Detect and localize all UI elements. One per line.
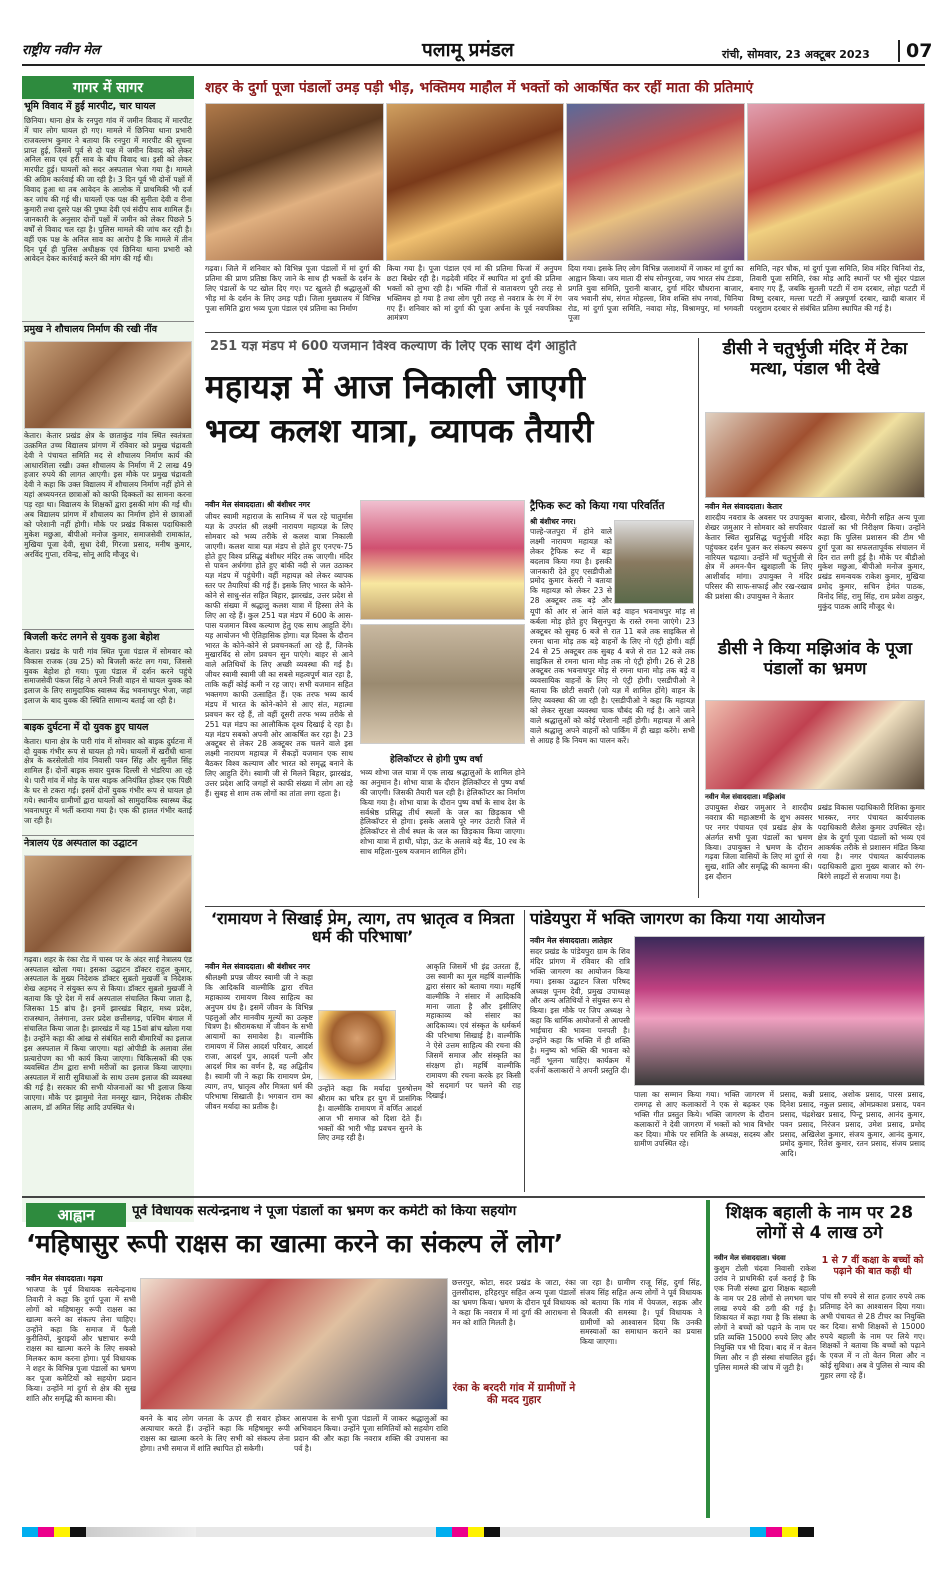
top-story-col1: गढ़वा। जिले में शनिवार को विभिन्न पूजा पंडालों में मां दुर्गा की प्रतिमा की प्राण प्रतिष्ठा किए जाने के साथ ही भक्तों के दर्शन के लिए पंडालों के पट खोल दिए गए। पट खुलते ही श्रद्धालुओं की भीड़ मां के दर्शन के लिए उमड़ पड़ी। जिला मुख्यालय में विभिन्न पूजा समिति द्वारा भव्य पूजा पंडाल एवं प्रतिमा का निर्माण xyxy=(205,264,381,313)
divider-1 xyxy=(205,332,925,333)
top-story-col4: समिति, नहर चौक, मां दुर्गा पूजा समिति, शिव मंदिर चिनियां रोड, तिवारी पूजा समिति, रंका मोड़ आदि स्थानों पर भी सुंदर पंडाल बनाए गए हैं, जबकि सुतली पटटी में राम दरबार, लोहा पटटी में विष्णु दरबार, मल्ला पटटी में अन्नपूर्णा दरबार, खादी बाजार में परशुराम दरबार से संबंधित प्रतिमा स्थापित की गई है। xyxy=(749,264,925,313)
teacher-col1: कुशुम टोली चंदवा निवासी राकेश उरांव ने प्राथमिकी दर्ज कराई है कि एक निजी संस्था द्वारा शिक्षक बहाली के नाम पर 28 लोगों से लगभग चार लाख रुपये की ठगी की गई है। शिकायत में कहा गया है कि संस्था के लोगों ने बच्चों को पढ़ाने के नाम पर प्रति व्यक्ति 15000 रुपये लिए और नियुक्ति पत्र भी दिया। बाद में न वेतन मिला और न ही संस्था संचालित हुई। पुलिस मामले की जांच में जुटी है। xyxy=(714,1264,816,1372)
ramayan-col2: उन्होंने कहा कि मर्यादा पुरुषोत्तम श्रीराम का चरित्र हर युग में प्रासंगिक है। वाल्मीकि रामायण में वर्णित आदर्श आज भी समाज को दिशा देते हैं। भक्तों की भारी भीड़ प्रवचन सुनने के लिए उमड़ रही है। xyxy=(318,1084,422,1143)
sidebar-head-4: बाइक दुर्घटना में दो युवक हुए घायल xyxy=(22,719,194,737)
sidebar-body-2: केतार। केतार प्रखंड क्षेत्र के छाताकुंड गांव स्थित स्वतंत्रता उत्क्रमित उच्च विद्यालय प्रांगण में रविवार को प्रमुख चंद्रावती देवी ने पंचायत समिति मद से शौचालय निर्माण कार्य की आधारशिला रखी। उक्त शौचालय के निर्माण में 2 लाख 49 हजार रुपये की लागत आएगी। इस मौके पर प्रमुख चंद्रावती देवी ने कहा कि उक्त विद्यालय में शौचालय निर्माण नहीं होने से यहां अध्ययनरत छात्राओं को काफी दिक्कतों का सामना करना पड़ रहा था। विद्यालय के शिक्षकों द्वारा इसकी मांग की गई थी। अब विद्यालय प्रांगण में शौचालय का निर्माण होने से छात्राओं को परेशानी नहीं होगी। मौके पर प्रखंड विकास पदाधिकारी मुकेश मछुआ, बीपीओ मनोज कुमार, समाजसेवी रामाकांत, मुखिया पूजा देवी, सुधा देवी, गिरजा प्रसाद, मनीष कुमार, अरविंद गुप्ता, रविन्द्र, सोनू आदि मौजूद थे। xyxy=(24,430,192,559)
main-byline: नवीन मेल संवाददाता। श्री बंशीधर नगर xyxy=(205,500,310,509)
dc1-headline: डीसी ने चतुर्भुजी मंदिर में टेका मत्था, पंडाल भी देखे xyxy=(722,339,908,379)
ramayan-headline: ‘रामायण ने सिखाई प्रेम, त्याग, तप भ्रातृत्व व मित्रता धर्म की परिभाषा’ xyxy=(210,909,515,947)
pandeypura-col2: पाला का सम्मान किया गया। भक्ति जागरण में रामगढ़ से आए कलाकारों ने एक से बढ़कर एक भक्ति गीत प्रस्तुत किये। भक्ति जागरण के दौरान कलाकारों ने देवी जागरण में भक्तों को भाव विभोर कर दिया। मौके पर समिति के अध्यक्ष, सदस्य और ग्रामीण उपस्थित रहे। xyxy=(634,1090,774,1149)
swatch-cyan xyxy=(22,1527,38,1537)
swatch-grey xyxy=(86,1527,196,1537)
sidebar-head-3: बिजली करंट लगने से युवक हुआ बेहोश xyxy=(22,629,194,647)
ahwan-col2: बनने के बाद लोग जनता के ऊपर ही सवार होकर अत्याचार करते हैं। उन्होंने कहा कि महिषासुर रूपी राक्षस का खात्मा करने के लिए सभी को संकल्प लेना होगा। तभी समाज में शांति स्थापित हो सकेगी। xyxy=(140,1414,290,1453)
traffic-body: पाल्हे-जतपुरा में होने वाले लक्ष्मी नारायण महायज्ञ को लेकर ट्रैफिक रूट में बड़ा बदलाव किया गया है। इसकी जानकारी देते हुए एसडीपीओ प्रमोद कुमार केसरी ने बताया कि महायज्ञ को लेकर 23 से 28 अक्टूबर तक बड़े और xyxy=(530,527,612,606)
traffic-head: ट्रैफिक रूट को किया गया परिवर्तित xyxy=(530,500,665,512)
top-story-col3: दिया गया। इसके लिए लोग विभिन्न जलाशयों में जाकर मां दुर्गा का आह्वान किया। जय माता दी संघ सोनपुरवा, जय भारत संघ टंडवा, प्रगति युवा समिति, पुरानी बाजार, दुर्गा मंदिर चौधराना बाजार, जय भवानी संघ, संगत मोहल्ला, शिव शक्ति संघ नगवां, चिनिया रोड, मां दुर्गा पूजा समिति, नवादा मोड़, विश्रामपुर, मां भगवती पूजा xyxy=(568,264,744,323)
pandal-photo-1 xyxy=(205,103,384,261)
traffic-body-2: यूपी की ओर से आने वाले बड़े वाहन भवनाथपुर मोड़ से कर्बला मोड़ होते हुए बिसुनपुरा के रास्ते रमना जाएंगे। 23 अक्टूबर को सुबह 6 बजे से रात 11 बजे तक साइकिल से रमना थाना मोड़ तक बड़े वाहनों के लिए नो एंट्री होगी। वहीं 24 से 25 अक्टूबर तक सुबह 4 बजे से रात 12 बजे तक साइकिल से रमना थाना मोड़ तक नो एंट्री होगी। 26 से 28 अक्टूबर तक भवनाथपुर मोड़ से रमना थाना मोड़ तक बड़े व व्यवसायिक वाहनों के लिए नो एंट्री होगी। एसडीपीओ ने बताया कि छोटी सवारी (जो यज्ञ में शामिल होंगे) वाहन के लिए व्यवस्था की जा रही है। एसडीपीओ ने कहा कि महायज्ञ को लेकर सुरक्षा व्यवस्था चाक चौबंद की गई है। आने जाने वाले श्रद्धालुओं को कोई परेशानी नहीं होगी। महायज्ञ में आने वाले श्रद्धालु अपने वाहनों को पार्किंग में ही खड़ा करेंगे। सभी से आग्रह है कि नियम का पालन करें। xyxy=(530,608,695,745)
ahwan-kicker: पूर्व विधायक सत्येन्द्रनाथ ने पूजा पंडालों का भ्रमण कर कमेटी को किया सहयोग xyxy=(132,1204,517,1219)
swatch-magenta-3 xyxy=(766,1527,782,1537)
swatch-yellow-3 xyxy=(782,1527,798,1537)
sidebar xyxy=(22,76,194,1222)
sidebar-body-3: केतार। प्रखंड के पारी गांव स्थित पूजा पंडाल में सोमवार को विकास राजक (उम्र 25) को बिजली करंट लग गया, जिससे युवक बेहोश हो गया। पूजा पंडाल में दर्शन करने पहुंचे समाजसेवी पंकज सिंह ने अपने निजी वाहन से घायल युवक को इलाज के लिए सामुदायिक स्वास्थ्य केंद्र भवनाथपुर भेजा, जहां इलाज के बाद युवक की स्थिति सामान्य बताई जा रही है। xyxy=(24,646,192,706)
swatch-magenta xyxy=(38,1527,54,1537)
ahwan-col3: आसपास के सभी पूजा पंडालों में जाकर श्रद्धालुओं का अभिवादन किया। उन्होंने पूजा समितियों को सहयोग राशि प्रदान की और कहा कि नवरात्र शक्ति की उपासना का पर्व है। xyxy=(294,1414,448,1453)
ahwan-col5: जा रहा है। ग्रामीण राजू सिंह, दुर्गा सिंह, संजय सिंह सहित अन्य लोगों ने पूर्व विधायक को बताया कि गांव में पेयजल, सड़क और बिजली की समस्या है। पूर्व विधायक ने ग्रामीणों को आश्वासन दिया कि उनकी समस्याओं का समाधान कराने का प्रयास किया जाएगा। xyxy=(580,1278,702,1347)
pandeypura-byline: नवीन मेल संवाददाता। लातेहार xyxy=(530,936,613,945)
registration-bar xyxy=(22,1526,925,1538)
ahwan-col4: छत्तरपुर, कोटा, सदर प्रखंड के जाटा, रंका तुलसीदास, हरिहरपुर सहित अन्य पूजा पंडालों का भ्रमण किया। भ्रमण के दौरान पूर्व विधायक ने कहा कि नवरात्र में मां दुर्गा की आराधना से मन को शांति मिलती है। xyxy=(452,1278,576,1327)
dc2-col1: उपायुक्त शेखर जमुआर ने शारदीय नवरात्र की महाअष्टमी के शुभ अवसर पर नगर पंचायत एवं प्रखंड क्षेत्र के अंतर्गत सभी पूजा पंडालों का भ्रमण किया। उपायुक्त ने भ्रमण के दौरान गढ़वा जिला वासियों के लिए मां दुर्गा से सुख, शांति और समृद्धि की कामना की। इस दौरान xyxy=(705,803,813,882)
top-story-photos xyxy=(205,103,925,261)
swatch-magenta-2 xyxy=(452,1527,468,1537)
ahwan-headline: ‘महिषासुर रूपी राक्षस का खात्मा करने का संकल्प लें लोग’ xyxy=(26,1230,564,1258)
sidebar-head-2: प्रमुख ने शौचालय निर्माण की रखी नींव xyxy=(22,321,194,339)
swatch-black-2 xyxy=(484,1527,500,1537)
pandal-photo-2 xyxy=(386,103,565,261)
yagya-aerial-photo xyxy=(360,624,525,744)
sidebar-photo-5 xyxy=(24,855,192,953)
pandal-photo-3 xyxy=(566,103,745,261)
swatch-grey-2 xyxy=(196,1527,436,1537)
sidebar-body-5: गढ़वा। शहर के रंका रोड में चास्व पर के अंदर साईं नेत्रालय एंड अस्पताल खोला गया। इसका उद्घाटन डॉक्टर राहुल कुमार, अस्पताल के मुख्य निदेशक डॉक्टर सुब्रतो मुखर्जी व निदेशक शेख अहमद ने संयुक्त रूप से किया। डॉक्टर सुब्रतो मुखर्जी ने बताया कि पूरे देश में सर्व अस्पताल संचालित किया जाता है, जिसका 15 ब्रांच है। इनमें झारखंड बिहार, मध्य प्रदेश, राजस्थान, तेलंगाना, उत्तर प्रदेश छत्तीसगढ़, पश्चिम बंगाल में संचालित किया जाता है। झारखंड में यह 15वां ब्रांच खोला गया है। उन्होंने कहा की आंख से संबंधित सारी बीमारियों का इलाज इस अस्पताल में किया जाएगा। यहां ओपीडी के अलावा लेंस प्रत्यारोपण का भी कार्य किया जाएगा। चिकित्सकों की एक व्यवस्थित टीम द्वारा सभी मरीजों का इलाज किया जाएगा। अस्पताल में सारी सुविधाओं के साथ उत्तम इलाज की व्यवस्था की गई है। सरकार की सभी योजनाओं का भी इलाज किया जाएगा। मौके पर झामुमो नेता मनसूर खान, निदेशक तौकीर आलम, डॉ अमित सिंह आदि उपस्थित थे। xyxy=(24,954,192,1112)
dc2-photo xyxy=(705,700,925,790)
teacher-byline: नवीन मेल संवाददाता। चंदवा xyxy=(714,1254,786,1262)
jagran-photo xyxy=(634,936,925,1086)
ramayan-col1: श्रीलक्ष्मी प्रपन्न जीयर स्वामी जी ने कहा कि आदिकवि वाल्मीकि द्वारा रचित महाकाव्य रामायण विश्व साहित्य का अनुपम ग्रंथ है। इसमें जीवन के विभिन्न पहलुओं और मानवीय मूल्यों का उत्कृष्ट चित्रण है। श्रीरामकथा में जीवन के सभी आयामों का समावेश है। वाल्मीकि रामायण में जिस आदर्श परिवार, आदर्श राजा, आदर्श पुत्र, आदर्श पत्नी और आदर्श मित्र का वर्णन है, वह अद्वितीय है। स्वामी जी ने कहा कि रामायण प्रेम, त्याग, तप, भ्रातृत्व और मित्रता धर्म की परिभाषा सिखाती है। भगवान राम का जीवन मर्यादा का प्रतीक है। xyxy=(205,973,313,1111)
swatch-yellow-2 xyxy=(468,1527,484,1537)
main-headline-2: भव्य कलश यात्रा, व्यापक तैयारी xyxy=(205,412,594,450)
sdpo-photo xyxy=(614,520,694,604)
main-col2: भव्य शोभा जल यात्रा में एक लाख श्रद्धालुओं के शामिल होने का अनुमान है। शोभा यात्रा के दौरान हेलिकॉप्टर से पुष्प वर्षा की जाएगी। जिसकी तैयारी चल रही है। हेलिकॉप्टर का निर्माण किया गया है। शोभा यात्रा के दौरान पुष्प वर्षा के साथ देश के सर्वश्रेष्ठ प्रसिद्ध तीर्थ स्थलों के जल का छिड़काव भी हेलिकॉप्टर से होगा। इसके अलावे पूरे नगर उंटारी जिले में हेलिकॉप्टर से तीर्थ स्थल के जल का छिड़काव किया जाएगा। शोभा यात्रा में हाथी, घोड़ा, ऊंट के अलावे बड़े बैंड, 10 रथ के साथ महिला-पुरुष यजमान शामिल होंगे। xyxy=(360,768,525,857)
teacher-col2: पांच सौ रुपये से सात हजार रुपये तक प्रतिमाह देने का आश्वासन दिया गया। अभी पंचायत से 28 टीचर का नियुक्ति कर दिया। सभी शिक्षकों से 15000 रुपये बहाली के नाम पर लिये गए। शिक्षकों ने बताया कि बच्चों को पढ़ाने के एवज में न तो वेतन मिला और न कोई सुविधा। अब वे पुलिस से न्याय की गुहार लगा रहे हैं। xyxy=(820,1292,925,1381)
section-title: पलामू प्रमंडल xyxy=(422,39,514,61)
teacher-headline: शिक्षक बहाली के नाम पर 28 लोगों से 4 लाख ठगे xyxy=(725,1203,914,1243)
divider-2 xyxy=(205,906,925,907)
ahwan-photo xyxy=(140,1278,448,1410)
top-story-headline: शहर के दुर्गा पूजा पंडालों उमड़ पड़ी भीड़, भक्तिमय माहौल में भक्तों को आकर्षित कर रहीं माता की प्रतिमाएं xyxy=(205,80,754,96)
main-kicker: 251 यज्ञ मंडप में 600 यजमान विश्व कल्याण के लिए एक साथ देंगे आहुति xyxy=(210,340,577,354)
pandal-photo-4 xyxy=(747,103,926,261)
swatch-cyan-3 xyxy=(750,1527,766,1537)
masthead xyxy=(22,39,933,66)
dc1-text xyxy=(705,513,925,631)
swatch-yellow xyxy=(54,1527,70,1537)
sidebar-photo-2 xyxy=(24,341,192,429)
ahwan-byline: नवीन मेल संवाददाता। गढ़वा xyxy=(26,1274,103,1283)
dc2-text xyxy=(705,803,925,897)
traffic-body-cont xyxy=(530,608,695,902)
sidebar-body-4: केतार। थाना क्षेत्र के पारी गांव में सोमवार को बाइक दुर्घटना में दो युवक गंभीर रूप से घायल हो गये। घायलों में खरौंधी थाना क्षेत्र के करसेलोती गांव निवासी पवन सिंह और सुनील सिंह शामिल हैं। दोनों बाइक सवार युवक दिल्ली से भंडरिया आ रहे थे। पारी गांव में मोड़ के पास बाइक अनियंत्रित होकर एक पिछी के घर से टकरा गई। इसमें दोनों युवक गंभीर रूप से घायल हो गये। स्थानीय ग्रामीणों द्वारा घायलों को सामुदायिक स्वास्थ्य केंद्र भवनाथपुर में भर्ती कराया गया है। एक की हालत गंभीर बताई जा रही है। xyxy=(24,736,192,825)
traffic-byline: श्री बंशीधर नगर। xyxy=(530,517,576,526)
ahwan-tag: आह्वान xyxy=(26,1203,126,1227)
dc1-photo xyxy=(705,412,925,498)
swatch-black-3 xyxy=(798,1527,814,1537)
main-headline-1: महायज्ञ में आज निकाली जाएगी xyxy=(205,368,586,406)
swami-photo xyxy=(318,1010,396,1080)
divider-teacher xyxy=(706,1200,710,1518)
sidebar-title: गागर में सागर xyxy=(22,76,194,99)
dc2-headline: डीसी ने किया मझिआंव के पूजा पंडालों का भ्रमण xyxy=(717,639,913,679)
sidebar-head-5: नेत्रालय एंड अस्पताल का उद्घाटन xyxy=(22,835,194,853)
pandeypura-headline: पांडेयपुरा में भक्ति जागरण का किया गया आयोजन xyxy=(530,909,825,928)
swatch-grey-3 xyxy=(500,1527,750,1537)
dc1-col2: बाजार, खैरवा, मेरौनी सहित अन्य पूजा पंडालों का भी निरीक्षण किया। उन्होंने कहा कि पुलिस प्रशासन की टीम भी दुर्गा पूजा का सफलतापूर्वक संचालन में दिन रात लगी हुई है। मौके पर बीडीओ मुकेश मछुआ, बीपीओ मनोज कुमार, प्रखंड समन्वयक राकेश कुमार, मुखिया प्रमोद कुमार, सचिन हेमंत पाठक, विनोद सिंह, रामु सिंह, राम प्रवेश ठाकुर, मुकुंद पाठक आदि मौजूद थे। xyxy=(817,513,925,612)
teacher-box-title: 1 से 7 वीं कक्षा के बच्चों को पढ़ाने की बात कही थी xyxy=(821,1255,924,1277)
dc1-byline: नवीन मेल संवाददाता। केतार xyxy=(705,502,783,511)
top-story-col2: किया गया है। पूजा पंडाल एवं मां की प्रतिमा फिजां में अनुपम छटा बिखेर रही है। गढ़देवी मंदिर में स्थापित मां दुर्गा की प्रतिमा भक्तों को लुभा रही है। भक्ति गीतों से वातावरण पूरी तरह से भक्तिमय हो गया है तथा लोग पूरी तरह से नवरात्र के रंग में रंग गए हैं। शनिवार को मां दुर्गा की पूजा अर्चना के पूर्व नवपत्रिका आमंत्रण xyxy=(386,264,562,323)
dc2-col2: प्रखंड विकास पदाधिकारी रिशिका कुमार भास्कर, नगर पंचायत कार्यपालक पदाधिकारी शैलेश कुमार उपस्थित रहे। क्षेत्र के दुर्गा पूजा पंडालों को भव्य एवं आकर्षक तरीके से प्रशासन मंडित किया गया है। नगर पंचायत कार्यपालक पदाधिकारी द्वारा मुख्य बाजार को रंग-बिरंगे लाइटों से सजाया गया है। xyxy=(817,803,925,882)
divider-3 xyxy=(22,1196,925,1198)
divider-pandey xyxy=(524,910,525,1192)
swatch-black xyxy=(70,1527,86,1537)
ramayan-byline: नवीन मेल संवाददाता। श्री बंशीधर नगर xyxy=(205,962,310,971)
dc2-byline: नवीन मेल संवाददाता। मझिआंव xyxy=(705,793,786,801)
top-story-text xyxy=(205,264,925,328)
pandeypura-col1: सदर प्रखंड के पांडेयपुरा ग्राम के शिव मंदिर प्रांगण में रविवार की रात्रि भक्ति जागरण का आयोजन किया गया। इसका उद्घाटन जिला परिषद अध्यक्ष पूनम देवी, प्रमुख उपाध्यक्ष और अन्य अतिथियों ने संयुक्त रूप से किया। इस मौके पर जिप अध्यक्ष ने कहा कि धार्मिक आयोजनों से आपसी भाईचारा की भावना पनपती है। उन्होंने कहा कि भक्ति में ही शक्ति है। मनुष्य को भक्ति की भावना को नहीं भूलना चाहिए। कार्यक्रम में दर्जनों कलाकारों ने अपनी प्रस्तुति दी। xyxy=(530,947,630,1075)
main-col1: जीयर स्वामी महाराज के सानिध्य में चल रहे चातुर्मास यज्ञ के उपरांत श्री लक्ष्मी नारायण महायज्ञ के लिए सोमवार को भव्य तरीके से कलश यात्रा निकाली जाएगी। कलश यात्रा यज्ञ मंडप से होते हुए एनएच-75 होते हुए विश्व प्रसिद्ध बंशीधर मंदिर तक जाएगी। मंदिर से पावन अर्धगंगा होते हुए बांकी नदी से जल उठाकर यज्ञ मंडप में पहुंचेगी। वहीं महायज्ञ को लेकर व्यापक स्तर पर तैयारियां की गई हैं। इसके लिए भारत के कोने-कोने से साधु-संत सहित बिहार, झारखंड, उत्तर प्रदेश से काफी संख्या में श्रद्धालु कलश यात्रा में हिस्सा लेने के लिए आ रहे हैं। कुल 251 यज्ञ मंडप में 600 के आस-पास यजमान विश्व कल्याण हेतु एक साथ आहुति देंगे। यह आयोजन भी ऐतिहासिक होगा। यज्ञ दिवस के दौरान भारत के कोने-कोने से प्रवचनकर्ता आ रहे हैं, जिनके मुखारविंद से लोग प्रवचन सुन पाएंगे। बाहर से आने वाले अतिथियों के लिए अच्छी व्यवस्था की गई है। जीयर स्वामी स्वामी जी का सबसे महत्वपूर्ण बात रहा है, ताकि कहीं कोई कमी न रह जाए। सभी यजमान सहित भक्तगण काफी उत्साहित हैं। एक तरफ भव्य कार्य मंडप में भारत के कोने-कोने से आए संत, महात्मा प्रवचन कर रहे हैं, तो वहीं दूसरी तरफ भव्य तरीके से 251 यज्ञ मंडप का आलौकिक दृश्य दिखाई दे रहा है। यज्ञ मंडप सबको अपनी ओर आकर्षित कर रहा है। 23 अक्टूबर से लेकर 28 अक्टूबर तक चलने वाले इस लक्ष्मी नारायण महायज्ञ में सैकड़ों यजमान एक साथ बैठकर विश्व कल्याण और भारत को समृद्ध बनाने के लिए आहुति देंगे। स्वामी जी से मिलने बिहार, झारखंड, उत्तर प्रदेश आदि जगहों से काफी संख्या में लोग आ रहे हैं। सुबह से शाम तक लोगों का तांता लगा रहता है। xyxy=(205,512,353,798)
ahwan-subhead: रंका के बरदरी गांव में ग्रामीणों ने की मदद गुहार xyxy=(452,1382,576,1407)
helicopter-caption: हेलिकॉप्टर से होगी पुष्प वर्षा xyxy=(390,755,483,765)
ahwan-col1: भाजपा के पूर्व विधायक सत्येन्द्रनाथ तिवारी ने कहा कि दुर्गा पूजा में सभी लोगों को महिषासुर रूपी राक्षस का खात्मा करने का संकल्प लेना चाहिए। उन्होंने कहा कि समाज में फैली कुरीतियों, बुराइयों और भ्रष्टाचार रूपी राक्षस का खात्मा करने के लिए सबको मिलकर काम करना होगा। पूर्व विधायक ने शहर के विभिन्न पूजा पंडालों का भ्रमण कर पूजा कमेटियों को सहयोग प्रदान किया। उन्होंने मां दुर्गा से क्षेत्र की सुख शांति और समृद्धि की कामना की। xyxy=(26,1285,136,1403)
sidebar-head-1: भूमि विवाद में हुई मारपीट, चार घायल xyxy=(24,101,156,112)
swatch-cyan-2 xyxy=(436,1527,452,1537)
yagya-mandap-photo xyxy=(360,500,525,620)
sidebar-body-1: छिनिया। थाना क्षेत्र के रनपुरा गांव में जमीन विवाद में मारपीट में चार लोग घायल हो गए। मामले में छिनिया थाना प्रभारी राजवल्लभ कुमार ने बताया कि रनपुरा में मारपीट की सूचना प्राप्त हुई, जिसमें पूर्व से दो पक्ष में जमीन विवाद को लेकर अनिल साव एवं हरी साव के बीच विवाद था। इसी को लेकर मारपीट हुई। घायलों को सदर अस्पताल भेजा गया है। मामले की अग्रिम कार्रवाई की जा रही है। 3 दिन पूर्व भी दोनों पक्षों में विवाद हुआ था तब आवेदन के आलोक में प्राथमिकी भी दर्ज कर जांच की गई थी। घायलों एक पक्ष की सुनीता देवी व रीना कुमारी तथा दूसरे पक्ष की पुष्पा देवी एवं संदीप साव शामिल हैं। जानकारी के अनुसार दोनों पक्षों में जमीन को लेकर पिछले 5 वर्षों से विवाद चल रहा है। पुलिस मामले की जांच कर रही है। वहीं एक पक्ष के अनिल साव का आरोप है कि मामले में तीन दिन पूर्व ही पुलिस अधीक्षक एवं छिनिया थाना प्रभारी को आवेदन देकर कार्रवाई करने की मांग की गई थी। xyxy=(24,115,192,264)
dc1-col1: शारदीय नवरात्र के अवसर पर उपायुक्त शेखर जमुआर ने सोमवार को सपरिवार केतार स्थित सुप्रसिद्ध चतुर्भुजी मंदिर पहुंचकर दर्शन पूजन कर संकल्प स्वरूप नारियल चढ़ाया। उन्होंने माँ चतुर्भुजी से क्षेत्र में अमन-चैन खुशहाली के लिए आशीर्वाद मांगा। उपायुक्त ने मंदिर परिसर की साफ-सफाई और रख-रखाव की प्रशंसा की। उपायुक्त ने केतार xyxy=(705,513,813,602)
page-number: 07 xyxy=(898,40,932,62)
pandeypura-col3: प्रसाद, कन्नी प्रसाद, अशोक प्रसाद, पारस प्रसाद, दिनेश प्रसाद, नकुल प्रसाद, ओमप्रकाश प्रसाद, पवन प्रसाद, चंद्रशेखर प्रसाद, पिन्टू प्रसाद, आनंद कुमार, पवन प्रसाद, निरंजन प्रसाद, उमेश प्रसाद, प्रमोद प्रसाद, अखिलेश कुमार, संजय कुमार, आनंद कुमार, प्रमोद कुमार, रितेश कुमार, रतन प्रसाद, संजय प्रसाद आदि। xyxy=(780,1090,925,1159)
divider-dc xyxy=(698,338,699,898)
ramayan-col3: आकृति जिसमें भी इंद्र उतरता हैं, उस स्वामी का मूल महर्षि वाल्मीकि द्वारा संसार को बताया गया। महर्षि वाल्मीकि ने संसार में आदिकवि माना जाता है और इसीलिए महाकाव्य को संसार का आदिकाव्य। एवं संस्कृत के धर्मकर्म की परिभाषा सिखाई है। वाल्मीकि ने ऐसे उत्तम साहित्य की रचना की जिसमें समाज और संस्कृति का संरक्षण हो। महर्षि वाल्मीकि रामायण की रचना करके हर किसी को सदमार्ग पर चलने की राह दिखाई। xyxy=(426,962,521,1100)
brand-logo: राष्ट्रीय नवीन मेल xyxy=(22,43,100,58)
dateline: रांची, सोमवार, 23 अक्टूबर 2023 xyxy=(722,48,870,61)
